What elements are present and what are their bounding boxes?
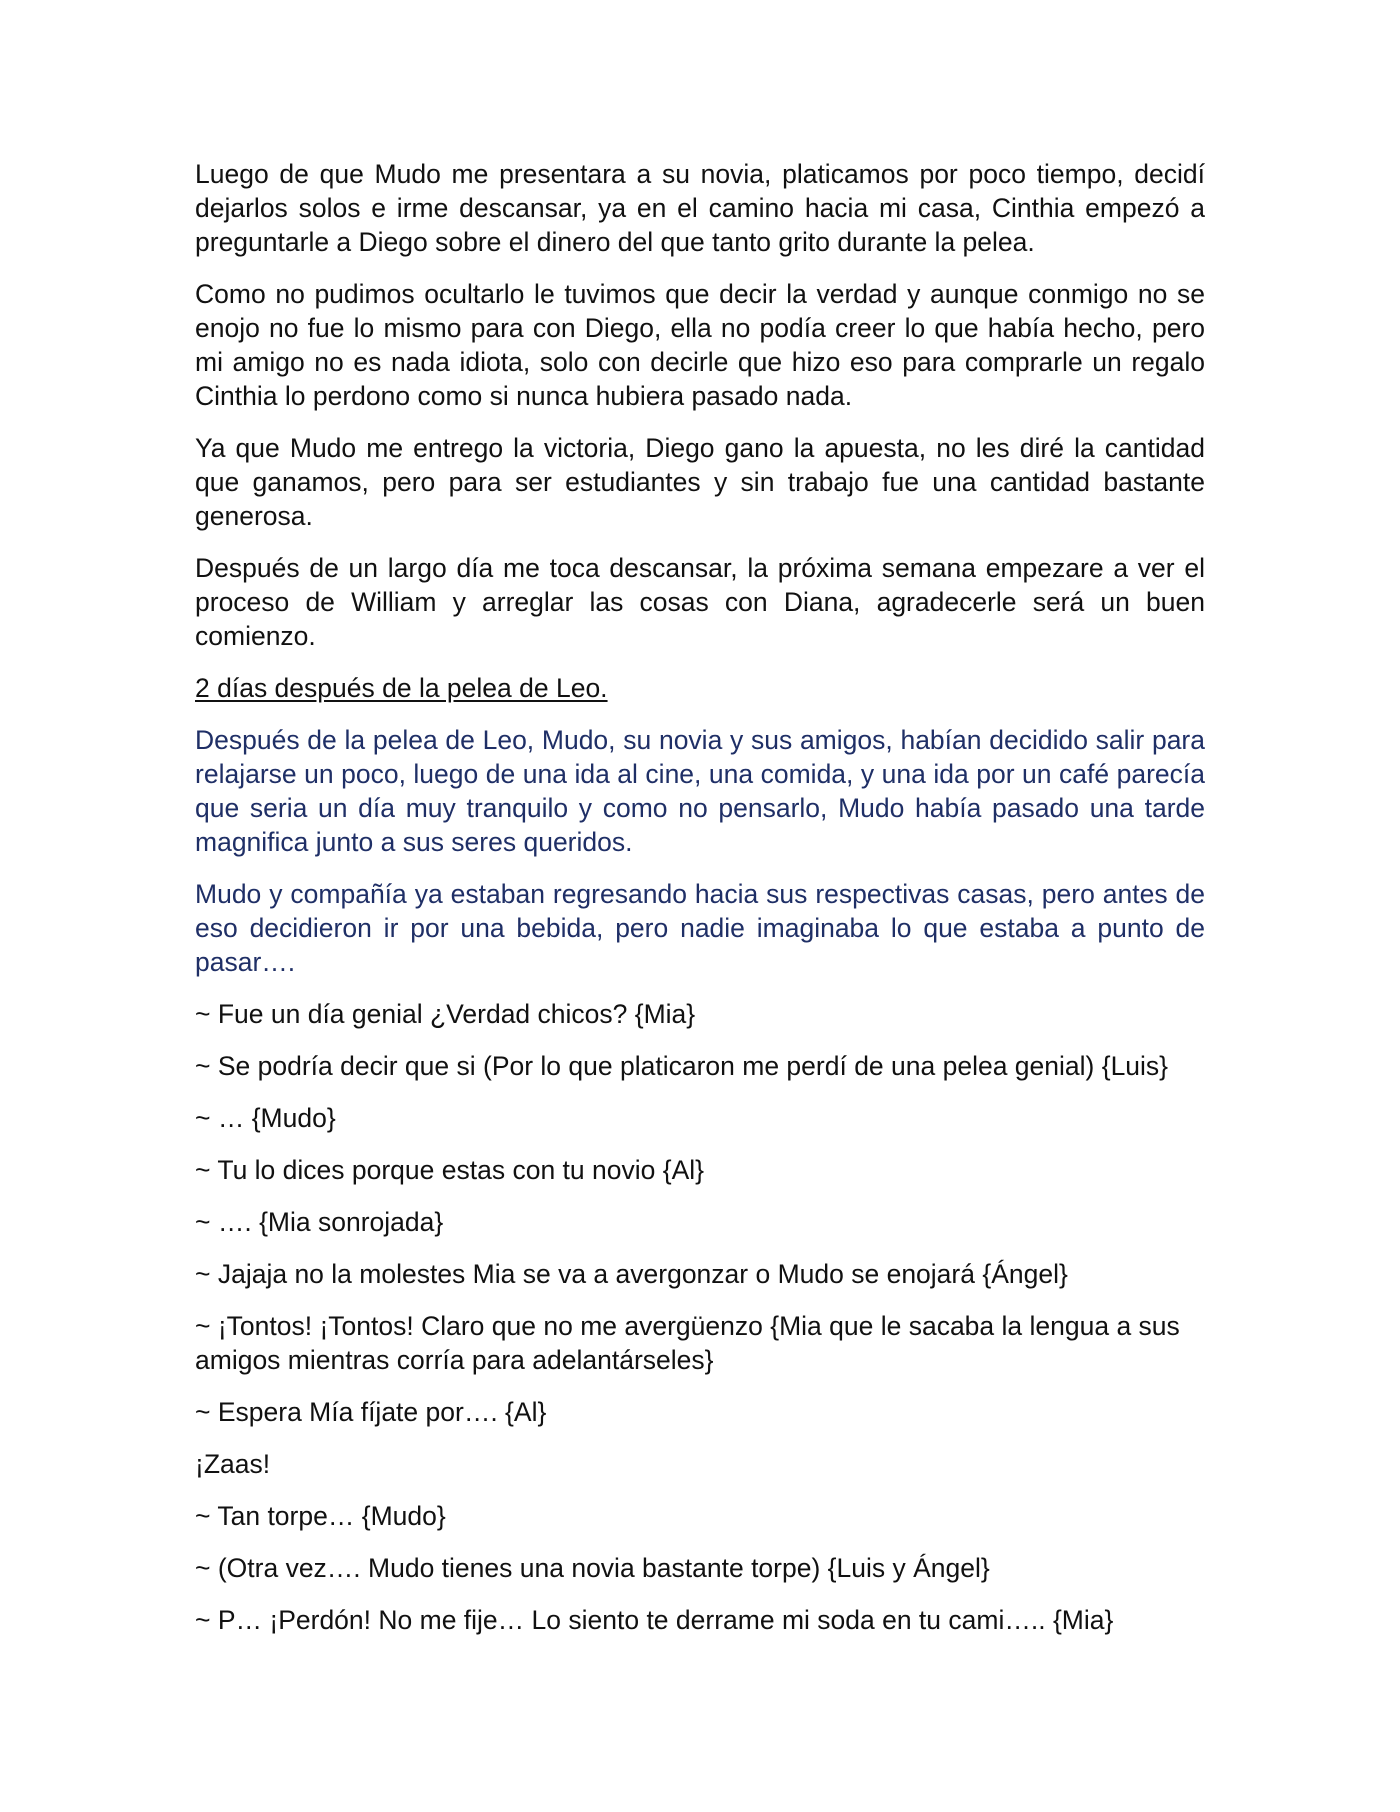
paragraph: Como no pudimos ocultarlo le tuvimos que decir la verdad y aunque conmigo no se enojo no fue lo mismo para con Diego, ella no podía creer lo que había hecho, pero mi amigo no es nada idiota, solo con decirle que hizo eso para comprarle un regalo Cinthia lo perdono como si nunca hubiera pasado nada. [195, 279, 1205, 411]
dialogue-line: ~ (Otra vez…. Mudo tienes una novia bastante torpe) {Luis y Ángel} [195, 1553, 990, 1583]
dialogue-line: ~ Fue un día genial ¿Verdad chicos? {Mia} [195, 999, 696, 1029]
dialogue-line: ~ Espera Mía fíjate por…. {Al} [195, 1397, 547, 1427]
dialogue-line: ~ Jajaja no la molestes Mia se va a avergonzar o Mudo se enojará {Ángel} [195, 1259, 1068, 1289]
narration-paragraph: Después de la pelea de Leo, Mudo, su novia y sus amigos, habían decidido salir para relajarse un poco, luego de una ida al cine, una comida, y una ida por un café parecía que seria un día muy tranquilo y como no pensarlo, Mudo había pasado una tarde magnifica junto a sus seres queridos. [195, 725, 1205, 857]
dialogue-line: ~ P… ¡Perdón! No me fije… Lo siento te derrame mi soda en tu cami….. {Mia} [195, 1605, 1114, 1635]
paragraph: Ya que Mudo me entrego la victoria, Diego gano la apuesta, no les diré la cantidad que ganamos, pero para ser estudiantes y sin trabajo fue una cantidad bastante generosa. [195, 433, 1205, 531]
document-page [195, 157, 1205, 1655]
dialogue-line: ~ ¡Tontos! ¡Tontos! Claro que no me avergüenzo {Mia que le sacaba la lengua a sus amigos mientras corría para adelantárseles} [195, 1311, 1180, 1375]
narration-paragraph: Mudo y compañía ya estaban regresando hacia sus respectivas casas, pero antes de eso decidieron ir por una bebida, pero nadie imaginaba lo que estaba a punto de pasar…. [195, 879, 1205, 977]
paragraph: Después de un largo día me toca descansar, la próxima semana empezare a ver el proceso de William y arreglar las cosas con Diana, agradecerle será un buen comienzo. [195, 553, 1205, 651]
dialogue-line: ~ Se podría decir que si (Por lo que platicaron me perdí de una pelea genial) {Luis} [195, 1051, 1169, 1081]
section-heading: 2 días después de la pelea de Leo. [195, 673, 608, 703]
dialogue-line: ~ …. {Mia sonrojada} [195, 1207, 444, 1237]
paragraph: Luego de que Mudo me presentara a su novia, platicamos por poco tiempo, decidí dejarlos solos e irme descansar, ya en el camino hacia mi casa, Cinthia empezó a preguntarle a Diego sobre el dinero del que tanto grito durante la pelea. [195, 159, 1205, 257]
dialogue-line: ~ Tu lo dices porque estas con tu novio {Al} [195, 1155, 704, 1185]
dialogue-line: ~ Tan torpe… {Mudo} [195, 1501, 446, 1531]
sound-effect-line: ¡Zaas! [195, 1449, 271, 1479]
dialogue-line: ~ … {Mudo} [195, 1103, 336, 1133]
